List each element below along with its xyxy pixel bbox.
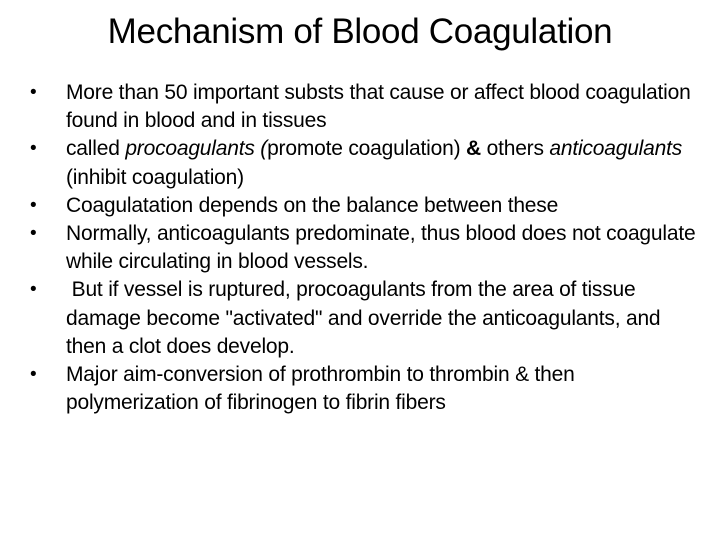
bullet-text-prefix: called bbox=[66, 137, 126, 161]
bullet-item bbox=[24, 79, 700, 135]
bullet-text-middle: promote coagulation) bbox=[267, 137, 466, 161]
bullet-dot-icon: • bbox=[30, 364, 37, 386]
bullet-list bbox=[24, 79, 700, 417]
bullet-dot-icon: • bbox=[30, 194, 37, 216]
bullet-text-others: others bbox=[480, 137, 550, 161]
bullet-item bbox=[24, 276, 700, 361]
bullet-text: More than 50 important substs that cause or affect blood coagulation found in blood and in tissues bbox=[66, 81, 691, 133]
bullet-dot-icon: • bbox=[30, 82, 37, 103]
bullet-dot-icon: • bbox=[30, 279, 37, 301]
bullet-text: Normally, anticoagulants predominate, thus blood does not coagulate while circulating in blood vessels. bbox=[66, 222, 696, 274]
bullet-item bbox=[24, 192, 700, 220]
bullet-text: Coagulatation depends on the balance between these bbox=[66, 193, 559, 217]
bullet-item bbox=[24, 361, 700, 417]
anticoagulants-term: anticoagulants bbox=[549, 137, 683, 161]
ampersand: & bbox=[466, 137, 481, 161]
bullet-dot-icon: • bbox=[30, 223, 37, 245]
bullet-item bbox=[24, 135, 700, 191]
bullet-text: Major aim-conversion of prothrombin to thrombin & then polymerization of fibrinogen to fibrin fibers bbox=[66, 363, 586, 415]
bullet-dot-icon: • bbox=[30, 138, 37, 160]
bullet-item bbox=[24, 220, 700, 276]
slide-title: Mechanism of Blood Coagulation bbox=[107, 12, 613, 51]
procoagulants-term: procoagulants ( bbox=[125, 137, 268, 161]
bullet-text-suffix: (inhibit coagulation) bbox=[66, 165, 244, 189]
bullet-text: But if vessel is ruptured, procoagulants from the area of tissue damage become "activated" and override the anticoagulants, and then a clot does develop. bbox=[66, 278, 667, 358]
